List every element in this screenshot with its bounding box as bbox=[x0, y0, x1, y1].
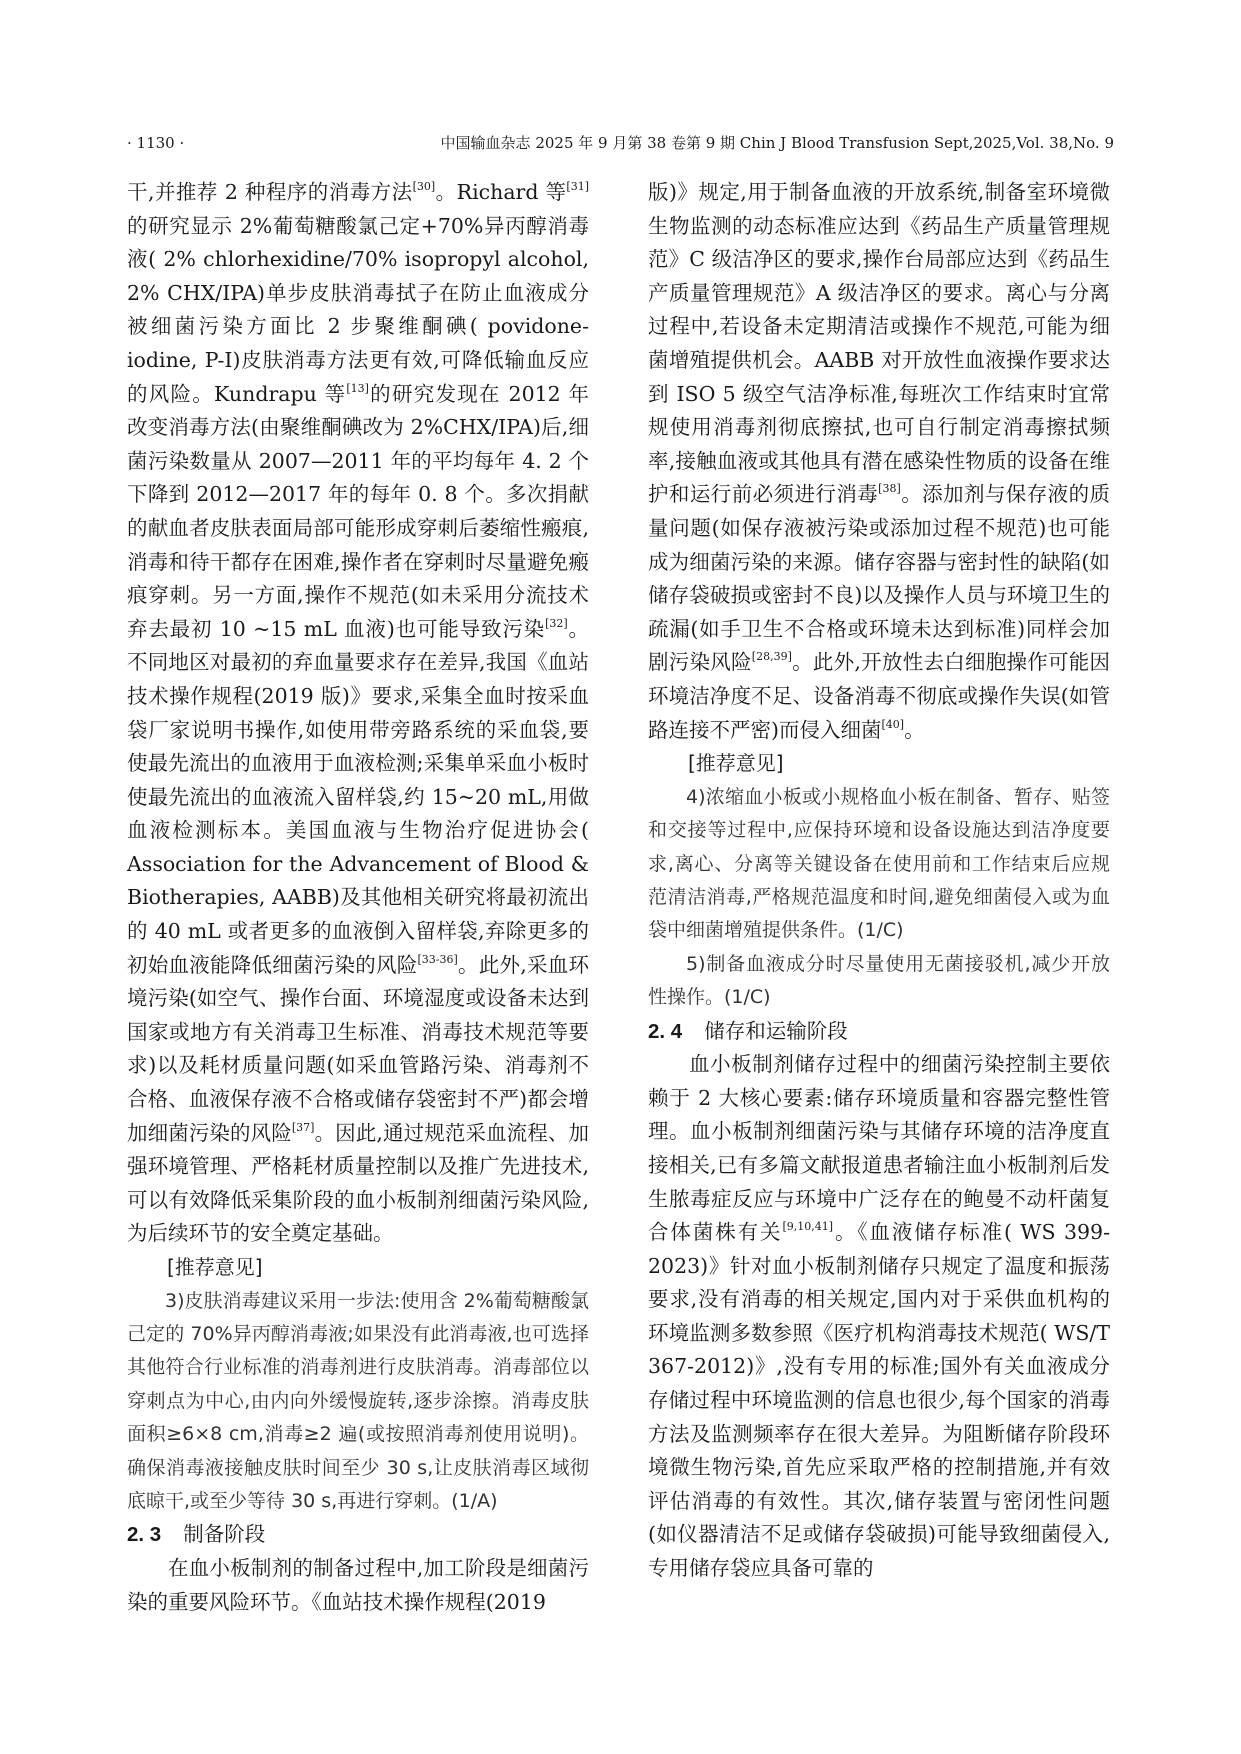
paragraph-storage: 血小板制剂储存过程中的细菌污染控制主要依赖于 2 大核心要素:储存环境质量和容器完整性管理。血小板制剂细菌污染与其储存环境的洁净度直接相关,已有多篇文献报道患者输注血小板制剂后发生脓毒症反应与环境中广泛存在的鲍曼不动杆菌复合体菌株有关[9,10,41]。《血液储存标准( WS 399-2023)》针对血小板制剂储存只规定了温度和振荡要求,没有消毒的相关规定,国内对于采供血机构的环境监测多数参照《医疗机构消毒技术规范( WS/T 367-2012)》,没有专用的标准;国外有关血液成分存储过程中环境监测的信息也很少,每个国家的消毒方法及监测频率存在很大差异。为阻断储存阶段环境微生物污染,首先应采取严格的控制措施,并有效评估消毒的有效性。其次,储存装置与密闭性问题(如仪器清洁不足或储存袋破损)可能导致细菌侵入,专用储存袋应具备可靠的 bbox=[648, 1052, 1111, 1581]
citation: [28,39] bbox=[751, 650, 792, 664]
right-column bbox=[648, 176, 1110, 1586]
citation: [13] bbox=[346, 381, 369, 395]
left-column bbox=[127, 176, 589, 1619]
citation: [33-36] bbox=[417, 952, 458, 966]
section-heading-2-3: 2. 3 制备阶段 bbox=[127, 1522, 266, 1547]
paragraph-preparation: 在血小板制剂的制备过程中,加工阶段是细菌污染的重要风险环节。《血站技术操作规程(2019 bbox=[127, 1556, 589, 1614]
citation: [40] bbox=[881, 717, 905, 731]
citation: [30] bbox=[412, 180, 436, 193]
citation: [38] bbox=[878, 482, 901, 496]
page-number: · 1130 · bbox=[127, 134, 185, 152]
citation: [9,10,41] bbox=[782, 1220, 834, 1234]
recommendation-heading: [推荐意见] bbox=[167, 1255, 263, 1279]
citation: [37] bbox=[291, 1120, 315, 1134]
journal-citation: 中国输血杂志 2025 年 9 月第 38 卷第 9 期 Chin J Blood Transfusion Sept,2025,Vol. 38,No. 9 bbox=[440, 134, 1114, 152]
running-header bbox=[127, 128, 1114, 158]
citation: [31] bbox=[566, 180, 590, 193]
recommendation-heading: [推荐意见] bbox=[688, 751, 784, 776]
recommendation-5: 5)制备血液成分时尽量使用无菌接驳机,减少开放性操作。(1/C) bbox=[648, 952, 1110, 1009]
citation: [32] bbox=[545, 616, 568, 630]
paragraph-disinfection: 干,并推荐 2 种程序的消毒方法[30]。Richard 等[31]的研究显示 2%葡萄糖酸氯己定+70%异丙醇消毒液( 2% chlorhexidine/70% isopropyl alcohol, 2% CHX/IPA)单步皮肤消毒拭子在防止血液成分被细菌污染方面比 2 步聚维酮碘( povidone-iodine, P-I)皮肤消毒方法更有效,可降低输血反应的风险。Kundrapu 等[13]的研究发现在 2012 年改变消毒方法(由聚维酮碘改为 2%CHX/IPA)后,细菌污染数量从 2007—2011 年的平均每年 4. 2 个下降到 2012—2017 年的每年 0. 8 个。多次捐献的献血者皮肤表面局部可能形成穿刺后萎缩性瘢痕,消毒和待干都存在困难,操作者在穿刺时尽量避免瘢痕穿刺。另一方面,操作不规范(如未采用分流技术弃去最初 10 ~15 mL 血液)也可能导致污染[32]。不同地区对最初的弃血量要求存在差异,我国《血站技术操作规程(2019 版)》要求,采集全血时按采血袋厂家说明书操作,如使用带旁路系统的采血袋,要使最先流出的血液用于血液检测;采集单采血小板时使最先流出的血液流入留样袋,约 15~20 mL,用做血液检测标本。美国血液与生物治疗促进协会( Association for the Advancement of Blood & Biotherapies, AABB)及其他相关研究将最初流出的 40 mL 或者更多的血液倒入留样袋,弃除更多的初始血液能降低细菌污染的风险[33-36]。此外,采血环境污染(如空气、操作台面、环境湿度或设备未达到国家或地方有关消毒卫生标准、消毒技术规范等要求)以及耗材质量问题(如采血管路污染、消毒剂不合格、血液保存液不合格或储存袋密封不严)都会增加细菌污染的风险[37]。因此,通过规范采血流程、加强环境管理、严格耗材质量控制以及推广先进技术,可以有效降低采集阶段的血小板制剂细菌污染风险,为后续环节的安全奠定基础。 bbox=[127, 180, 590, 1246]
paragraph-preparation-cont: 版)》规定,用于制备血液的开放系统,制备室环境微生物监测的动态标准应达到《药品生产质量管理规范》C 级洁净区的要求,操作台局部应达到《药品生产质量管理规范》A 级洁净区的要求。离心与分离过程中,若设备未定期清洁或操作不规范,可能为细菌增殖提供机会。AABB 对开放性血液操作要求达到 ISO 5 级空气洁净标准,每班次工作结束时宜常规使用消毒剂彻底擦拭,也可自行制定消毒擦拭频率,接触血液或其他具有潜在感染性物质的设备在维护和运行前必须进行消毒[38]。添加剂与保存液的质量问题(如保存液被污染或添加过程不规范)也可能成为细菌污染的来源。储存容器与密封性的缺陷(如储存袋破损或密封不良)以及操作人员与环境卫生的疏漏(如手卫生不合格或环境未达到标准)同样会加剧污染风险[28,39]。此外,开放性去白细胞操作可能因环境洁净度不足、设备消毒不彻底或操作失误(如管路连接不严密)而侵入细菌[40]。 bbox=[648, 180, 1111, 742]
recommendation-4: 4)浓缩血小板或小规格血小板在制备、暂存、贴签和交接等过程中,应保持环境和设备设施达到洁净度要求,离心、分离等关键设备在使用前和工作结束后应规范清洁消毒,严格规范温度和时间,避免细菌侵入或为血袋中细菌增殖提供条件。(1/C) bbox=[648, 785, 1110, 942]
section-heading-2-4: 2. 4 储存和运输阶段 bbox=[648, 1018, 848, 1043]
recommendation-3: 3)皮肤消毒建议采用一步法:使用含 2%葡萄糖酸氯己定的 70%异丙醇消毒液;如果没有此消毒液,也可选择其他符合行业标准的消毒剂进行皮肤消毒。消毒部位以穿刺点为中心,由内向外缓慢旋转,逐步涂擦。消毒皮肤面积≥6×8 cm,消毒≥2 遍(或按照消毒剂使用说明)。确保消毒液接触皮肤时间至少 30 s,让皮肤消毒区域彻底晾干,或至少等待 30 s,再进行穿刺。(1/A) bbox=[127, 1289, 589, 1513]
